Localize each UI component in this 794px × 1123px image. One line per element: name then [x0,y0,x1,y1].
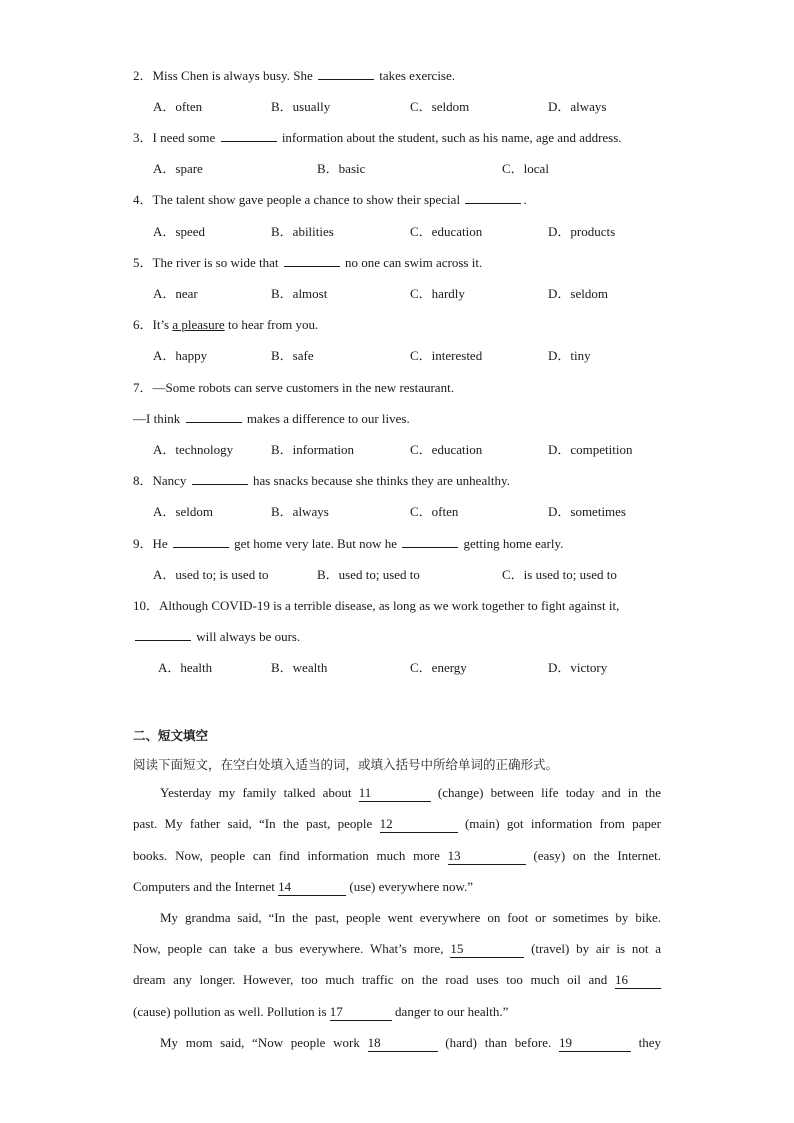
question-stem-q2 [133,67,455,85]
option-q7-a[interactable]: A．technology [153,442,234,457]
answer-blank [284,254,340,267]
question-stem-cont-q10 [133,628,300,646]
question-text: 7．—Some robots can serve customers in the new restaurant. [133,380,454,395]
answer-blank [402,535,458,548]
question-stem-q5 [133,254,482,272]
option-q10-c[interactable]: C．energy [410,660,467,675]
passage-text: (change) between life today and in the [430,785,661,800]
question-text: takes exercise. [375,68,456,83]
numbered-blank-11[interactable]: 11 [359,785,431,802]
options-q5 [153,285,713,303]
question-stem-cont-q7 [133,410,410,428]
question-text: will always be ours. [193,629,301,644]
option-q2-d[interactable]: D．always [548,99,607,114]
option-q5-a[interactable]: A．near [153,286,198,301]
options-q4 [153,223,713,241]
passage-text: Now, people can take a bus everywhere. What’s more, [133,941,451,956]
option-q2-a[interactable]: A．often [153,99,203,114]
question-text: has snacks because she thinks they are unhealthy. [249,473,510,488]
numbered-blank-16[interactable]: 16 [615,972,661,989]
passage-text: past. My father said, “In the past, people [133,816,380,831]
passage-line [133,847,661,865]
question-text: to hear from you. [224,317,319,332]
option-q5-d[interactable]: D．seldom [548,286,608,301]
passage-text: (hard) than before. [437,1035,559,1050]
question-stem-q6 [133,316,318,334]
answer-blank [221,129,277,142]
answer-blank [192,472,248,485]
numbered-blank-15[interactable]: 15 [450,941,524,958]
options-q10 [158,659,718,677]
question-text: 8．Nancy [133,473,190,488]
option-q8-b[interactable]: B．always [271,504,329,519]
question-text: get home very late. But now he [230,536,401,551]
question-text: 9．He [133,536,171,551]
option-q4-c[interactable]: C．education [410,224,483,239]
passage-text: danger to our health.” [391,1004,509,1019]
question-text: —I think [133,411,184,426]
numbered-blank-14[interactable]: 14 [278,879,346,896]
option-q7-b[interactable]: B．information [271,442,355,457]
question-stem-q10 [133,597,619,615]
passage-text: (main) got information from paper [457,816,661,831]
passage-line [160,784,661,802]
passage-line [133,878,661,896]
passage-text: My mom said, “Now people work [160,1035,368,1050]
option-q6-b[interactable]: B．safe [271,348,314,363]
option-q4-d[interactable]: D．products [548,224,616,239]
question-text: 10．Although COVID-19 is a terrible disease, as long as we work together to fight against it, [133,598,620,613]
question-text: no one can swim across it. [341,255,483,270]
question-text: . [523,192,527,207]
option-q3-c[interactable]: C．local [502,161,549,176]
passage-text: dream any longer. However, too much traffic on the road uses too much oil and [133,972,615,987]
option-q10-b[interactable]: B．wealth [271,660,328,675]
numbered-blank-17[interactable]: 17 [330,1004,392,1021]
question-text: 2．Miss Chen is always busy. She [133,68,316,83]
option-q5-c[interactable]: C．hardly [410,286,465,301]
question-stem-q7 [133,379,454,397]
option-q4-a[interactable]: A．speed [153,224,205,239]
answer-blank [318,67,374,80]
answer-blank [135,628,191,641]
numbered-blank-13[interactable]: 13 [448,848,526,865]
answer-blank [173,535,229,548]
passage-text: they [630,1035,662,1050]
passage-line [133,815,661,833]
option-q6-c[interactable]: C．interested [410,348,483,363]
passage-text: (use) everywhere now.” [346,879,474,894]
numbered-blank-18[interactable]: 18 [368,1035,438,1052]
numbered-blank-12[interactable]: 12 [380,816,458,833]
passage-text: Yesterday my family talked about [160,785,359,800]
question-text: makes a difference to our lives. [243,411,410,426]
question-text: 3．I need some [133,130,219,145]
numbered-blank-19[interactable]: 19 [559,1035,631,1052]
question-stem-q8 [133,472,510,490]
question-stem-q3 [133,129,622,147]
passage-text: books. Now, people can find information much more [133,848,448,863]
question-text: getting home early. [460,536,564,551]
answer-blank [465,191,521,204]
option-q9-a[interactable]: A．used to; is used to [153,567,269,582]
option-q3-b[interactable]: B．basic [317,161,366,176]
options-q3 [153,160,713,178]
passage-text: Computers and the Internet [133,879,279,894]
section-heading: 二、短文填空 [133,728,209,743]
passage-text: My grandma said, “In the past, people went everywhere on foot or sometimes by bike. [160,910,661,925]
passage-line [133,940,661,958]
option-q8-c[interactable]: C．often [410,504,459,519]
answer-blank [186,410,242,423]
question-text: information about the student, such as his name, age and address. [278,130,622,145]
option-q10-a[interactable]: A．health [158,660,213,675]
option-q9-b[interactable]: B．used to; used to [317,567,420,582]
question-stem-q9 [133,535,563,553]
option-q7-d[interactable]: D．competition [548,442,633,457]
options-q6 [153,347,713,365]
option-q2-b[interactable]: B．usually [271,99,331,114]
question-text: 4．The talent show gave people a chance to show their special [133,192,464,207]
option-q6-a[interactable]: A．happy [153,348,208,363]
option-q2-c[interactable]: C．seldom [410,99,470,114]
option-q8-a[interactable]: A．seldom [153,504,213,519]
option-q9-c[interactable]: C．is used to; used to [502,567,617,582]
question-text: 5．The river is so wide that [133,255,282,270]
underlined-phrase: a pleasure [172,317,225,332]
options-q2 [153,98,713,116]
option-q7-c[interactable]: C．education [410,442,483,457]
options-q9 [153,566,713,584]
question-text: 6．It’s [133,317,173,332]
passage-line [133,971,661,989]
passage-line [160,909,661,927]
passage-line [133,1003,661,1021]
option-q6-d[interactable]: D．tiny [548,348,591,363]
options-q7 [153,441,713,459]
passage-text: (easy) on the Internet. [525,848,661,863]
option-q5-b[interactable]: B．almost [271,286,328,301]
passage-line [160,1034,661,1052]
option-q3-a[interactable]: A．spare [153,161,203,176]
option-q8-d[interactable]: D．sometimes [548,504,626,519]
option-q4-b[interactable]: B．abilities [271,224,334,239]
passage-text: (cause) pollution as well. Pollution is [133,1004,330,1019]
passage-text: (travel) by air is not a [524,941,662,956]
section-instruction: 阅读下面短文，在空白处填入适当的词，或填入括号中所给单词的正确形式。 [133,757,559,772]
option-q10-d[interactable]: D．victory [548,660,608,675]
question-stem-q4 [133,191,527,209]
options-q8 [153,503,713,521]
